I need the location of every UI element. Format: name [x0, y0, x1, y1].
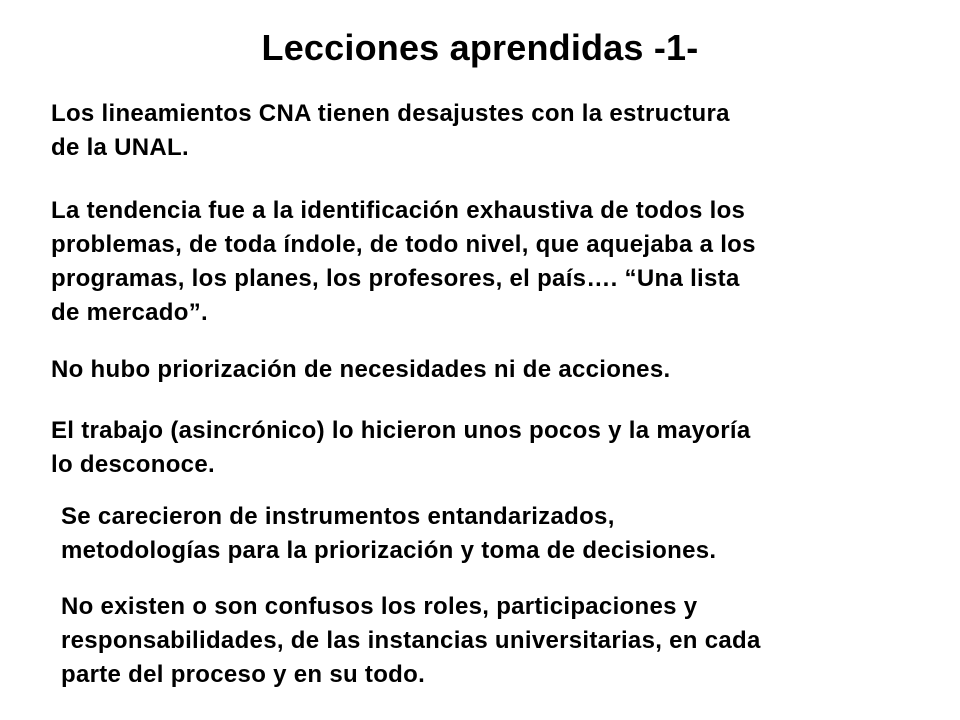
paragraph-lack-of-instruments [61, 500, 921, 568]
text-line: lo desconoce. [51, 451, 215, 478]
paragraph-unclear-roles [61, 590, 921, 692]
text-line: Los lineamientos CNA tienen desajustes con la estructura [51, 100, 730, 127]
paragraph-no-prioritization [51, 353, 911, 387]
text-line: parte del proceso y en su todo. [61, 661, 426, 688]
text-line: No hubo priorización de necesidades ni de acciones. [51, 356, 671, 383]
text-line: La tendencia fue a la identificación exhaustiva de todos los [51, 197, 746, 224]
paragraph-cna-guidelines [51, 97, 911, 165]
text-line: metodologías para la priorización y toma de decisiones. [61, 537, 717, 564]
paragraph-exhaustive-identification [51, 194, 911, 330]
text-line: programas, los planes, los profesores, el país…. “Una lista [51, 265, 740, 292]
text-line: problemas, de toda índole, de todo nivel, que aquejaba a los [51, 231, 756, 258]
text-line: responsabilidades, de las instancias universitarias, en cada [61, 627, 761, 654]
text-line: de la UNAL. [51, 134, 189, 161]
text-line: El trabajo (asincrónico) lo hicieron unos pocos y la mayoría [51, 417, 751, 444]
slide-title: Lecciones aprendidas -1- [261, 27, 699, 68]
text-line: No existen o son confusos los roles, participaciones y [61, 593, 698, 620]
text-line: de mercado”. [51, 299, 208, 326]
text-line: Se carecieron de instrumentos entandarizados, [61, 503, 615, 530]
paragraph-asynchronous-work [51, 414, 911, 482]
